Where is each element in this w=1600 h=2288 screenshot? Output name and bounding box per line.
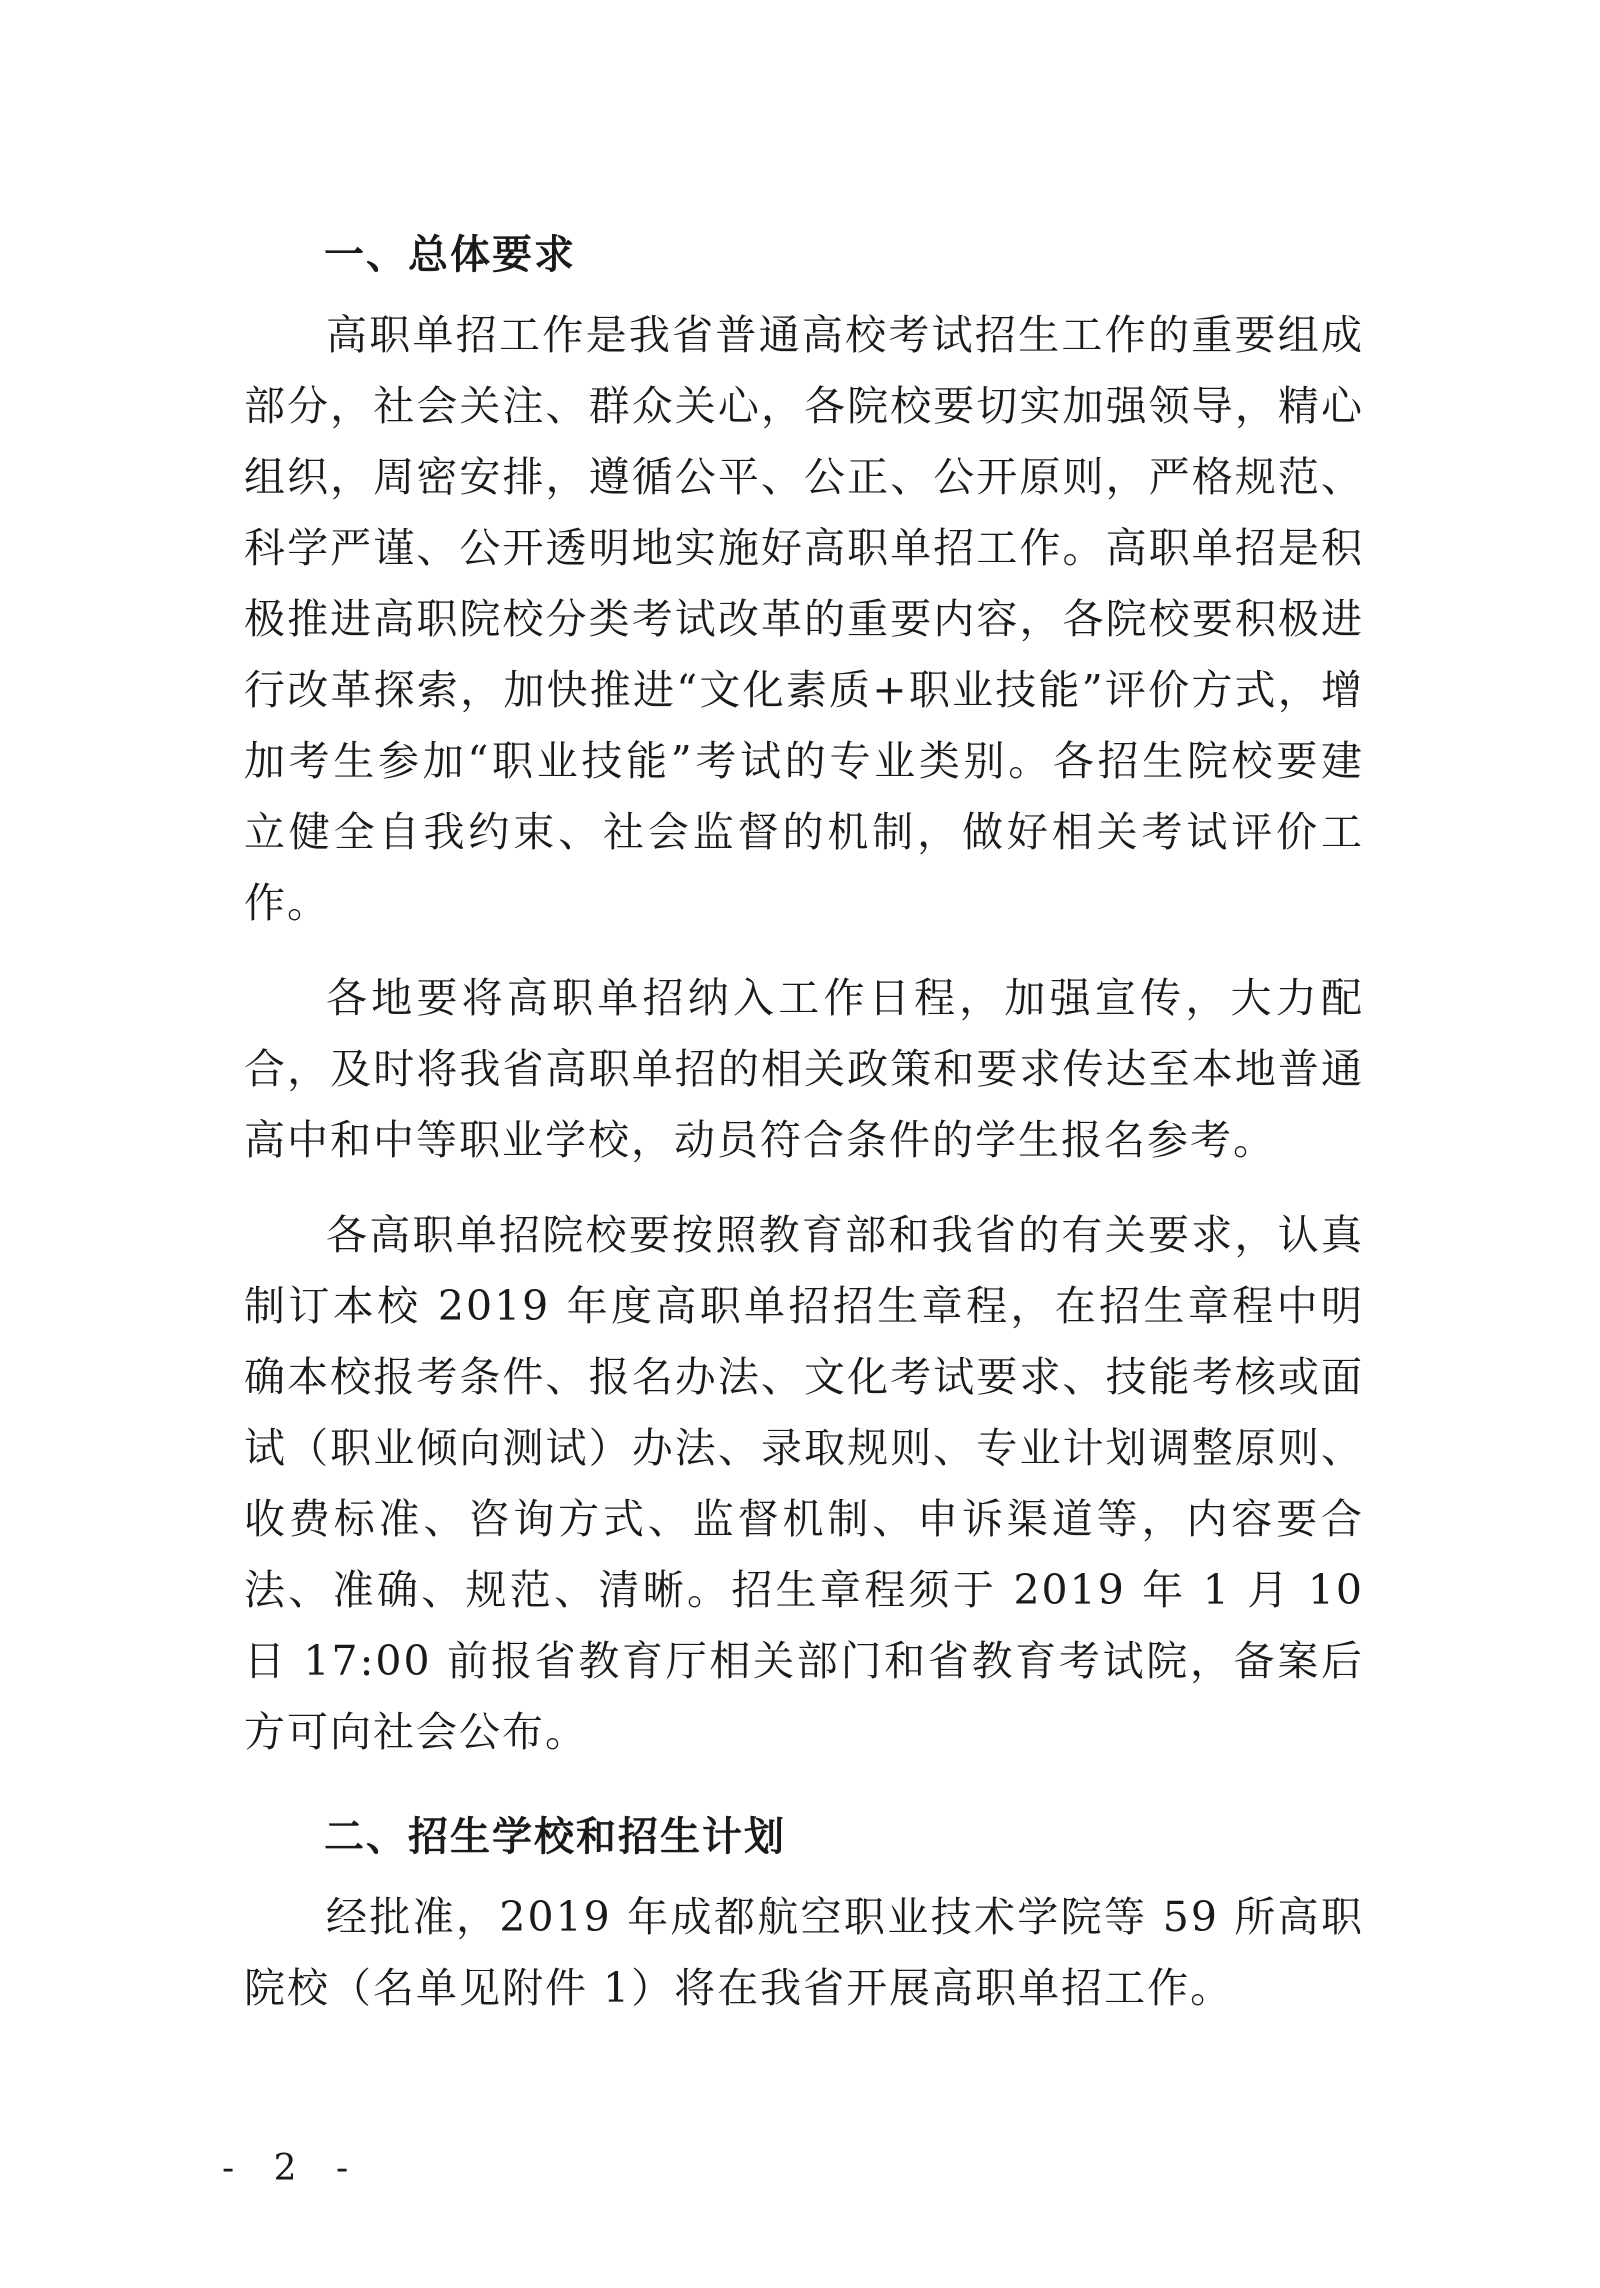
- section-heading-general-requirements: 一、总体要求: [324, 232, 576, 278]
- paragraph-general-1: 高职单招工作是我省普通高校考试招生工作的重要组成部分，社会关注、群众关心，各院校要切实加强领导，精心组织，周密安排，遵循公平、公正、公开原则，严格规范、科学严谨、公开透明地实施好高职单招工作。高职单招是积极推进高职院校分类考试改革的重要内容，各院校要积极进行改革探索，加快推进“文化素质+职业技能”评价方式，增加考生参加“职业技能”考试的专业类别。各招生院校要建立健全自我约束、社会监督的机制，做好相关考试评价工作。: [244, 311, 1364, 927]
- paragraph-general-3: 各高职单招院校要按照教育部和我省的有关要求，认真制订本校 2019 年度高职单招招生章程，在招生章程中明确本校报考条件、报名办法、文化考试要求、技能考核或面试（职业倾向测试）办法、录取规则、专业计划调整原则、收费标准、咨询方式、监督机制、申诉渠道等，内容要合法、准确、规范、清晰。招生章程须于 2019 年 1 月 10 日 17:00 前报省教育厅相关部门和省教育考试院，备案后方可向社会公布。: [244, 1211, 1364, 1756]
- paragraph-schools-1: 经批准，2019 年成都航空职业技术学院等 59 所高职院校（名单见附件 1）将在我省开展高职单招工作。: [244, 1893, 1364, 2012]
- paragraph-general-2: 各地要将高职单招纳入工作日程，加强宣传，大力配合，及时将我省高职单招的相关政策和要求传达至本地普通高中和中等职业学校，动员符合条件的学生报名参考。: [244, 974, 1364, 1164]
- section-heading-schools-and-plans: 二、招生学校和招生计划: [324, 1814, 786, 1860]
- document-body: [244, 210, 1364, 2048]
- page-number: - 2 -: [222, 2148, 363, 2189]
